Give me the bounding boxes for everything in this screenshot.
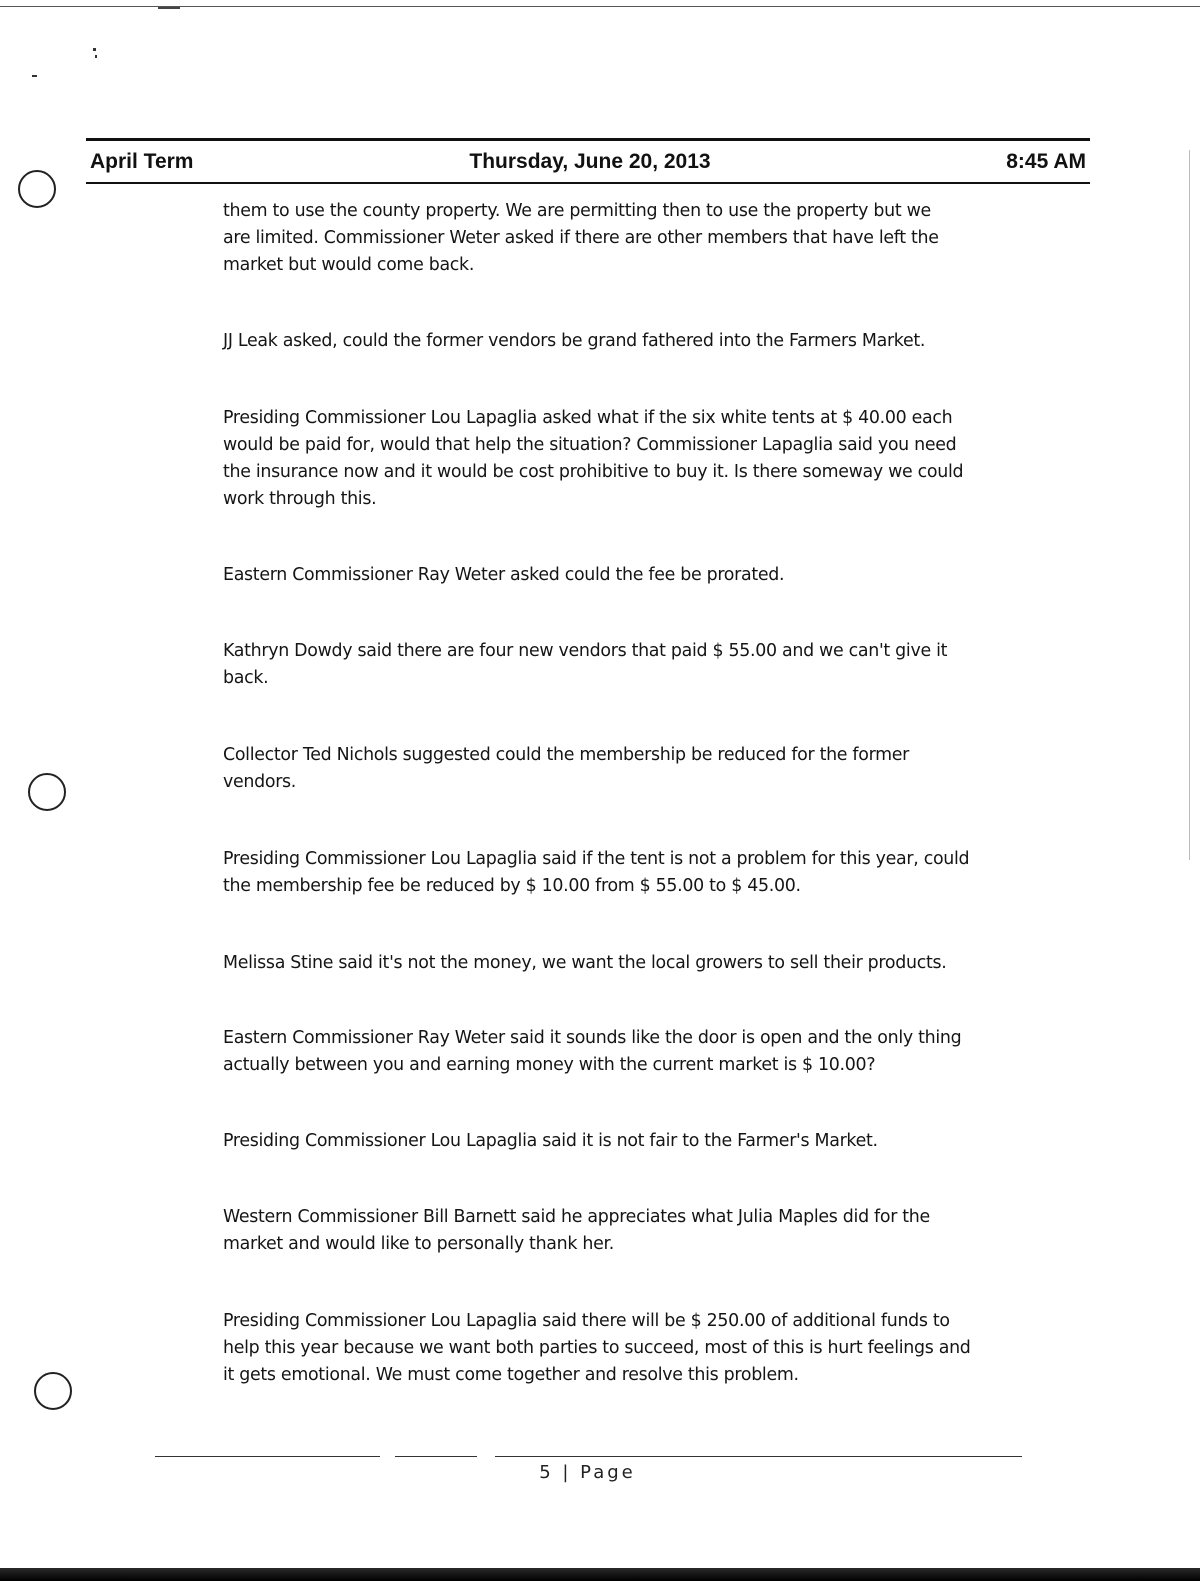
header-time: 8:45 AM <box>1006 150 1086 173</box>
scan-speck <box>95 55 97 58</box>
paragraph-line: JJ Leak asked, could the former vendors be grand fathered into the Farmers Market. <box>223 331 926 351</box>
paragraph-line: vendors. <box>223 772 297 792</box>
paragraph-line: Presiding Commissioner Lou Lapaglia said it is not fair to the Farmer's Market. <box>223 1131 878 1151</box>
footer-rule <box>395 1456 477 1457</box>
footer-rule <box>495 1456 1022 1457</box>
paragraph-line: Kathryn Dowdy said there are four new vendors that paid $ 55.00 and we can't give it <box>223 641 948 661</box>
paragraph <box>223 562 1023 589</box>
paragraph-line: Collector Ted Nichols suggested could the membership be reduced for the former <box>223 745 910 765</box>
header-bottom-rule <box>86 182 1090 184</box>
punch-hole-icon <box>28 773 66 811</box>
paragraph <box>223 638 1023 692</box>
scan-bottom-edge <box>0 1568 1200 1581</box>
paragraph <box>223 405 1023 513</box>
paragraph <box>223 1204 1023 1258</box>
header-top-rule <box>86 138 1090 141</box>
paragraph-line: help this year because we want both parties to succeed, most of this is hurt feelings and <box>223 1338 971 1358</box>
page-number: 5 | Page <box>539 1462 636 1483</box>
paragraph-line: are limited. Commissioner Weter asked if there are other members that have left the <box>223 228 939 248</box>
paragraph-line: Eastern Commissioner Ray Weter asked could the fee be prorated. <box>223 565 785 585</box>
paragraph <box>223 1025 1023 1079</box>
paragraph-line: work through this. <box>223 489 377 509</box>
paragraph-line: Eastern Commissioner Ray Weter said it sounds like the door is open and the only thing <box>223 1028 962 1048</box>
paragraph-line: actually between you and earning money with the current market is $ 10.00? <box>223 1055 876 1075</box>
punch-hole-icon <box>34 1372 72 1410</box>
paragraph-line: Melissa Stine said it's not the money, we want the local growers to sell their products. <box>223 953 947 973</box>
paragraph-line: the insurance now and it would be cost prohibitive to buy it. Is there someway we could <box>223 462 964 482</box>
paragraph-line: them to use the county property. We are permitting then to use the property but we <box>223 201 931 221</box>
paragraph-line: market but would come back. <box>223 255 475 275</box>
paragraph-line: Presiding Commissioner Lou Lapaglia asked what if the six white tents at $ 40.00 each <box>223 408 953 428</box>
paragraph <box>223 328 1023 355</box>
punch-hole-icon <box>18 170 56 208</box>
paragraph <box>223 950 1023 977</box>
paragraph <box>223 742 1023 796</box>
paragraph-line: back. <box>223 668 269 688</box>
paragraph <box>223 846 1023 900</box>
scan-top-edge-line <box>0 6 1200 7</box>
footer-rule <box>155 1456 380 1457</box>
paragraph-line: the membership fee be reduced by $ 10.00 from $ 55.00 to $ 45.00. <box>223 876 801 896</box>
scan-right-edge-line <box>1189 150 1190 860</box>
paragraph <box>223 1128 1023 1155</box>
paragraph-line: would be paid for, would that help the situation? Commissioner Lapaglia said you need <box>223 435 957 455</box>
paragraph-line: it gets emotional. We must come together and resolve this problem. <box>223 1365 799 1385</box>
scan-speck <box>93 48 96 51</box>
header-date: Thursday, June 20, 2013 <box>469 150 711 173</box>
scan-top-edge-mark <box>158 7 180 9</box>
scan-speck <box>32 75 37 77</box>
paragraph-line: Presiding Commissioner Lou Lapaglia said there will be $ 250.00 of additional funds to <box>223 1311 950 1331</box>
paragraph-line: market and would like to personally thank her. <box>223 1234 614 1254</box>
paragraph-line: Presiding Commissioner Lou Lapaglia said if the tent is not a problem for this year, could <box>223 849 970 869</box>
header-term: April Term <box>90 150 194 173</box>
paragraph <box>223 1308 1023 1389</box>
paragraph <box>223 198 1023 279</box>
paragraph-line: Western Commissioner Bill Barnett said he appreciates what Julia Maples did for the <box>223 1207 930 1227</box>
